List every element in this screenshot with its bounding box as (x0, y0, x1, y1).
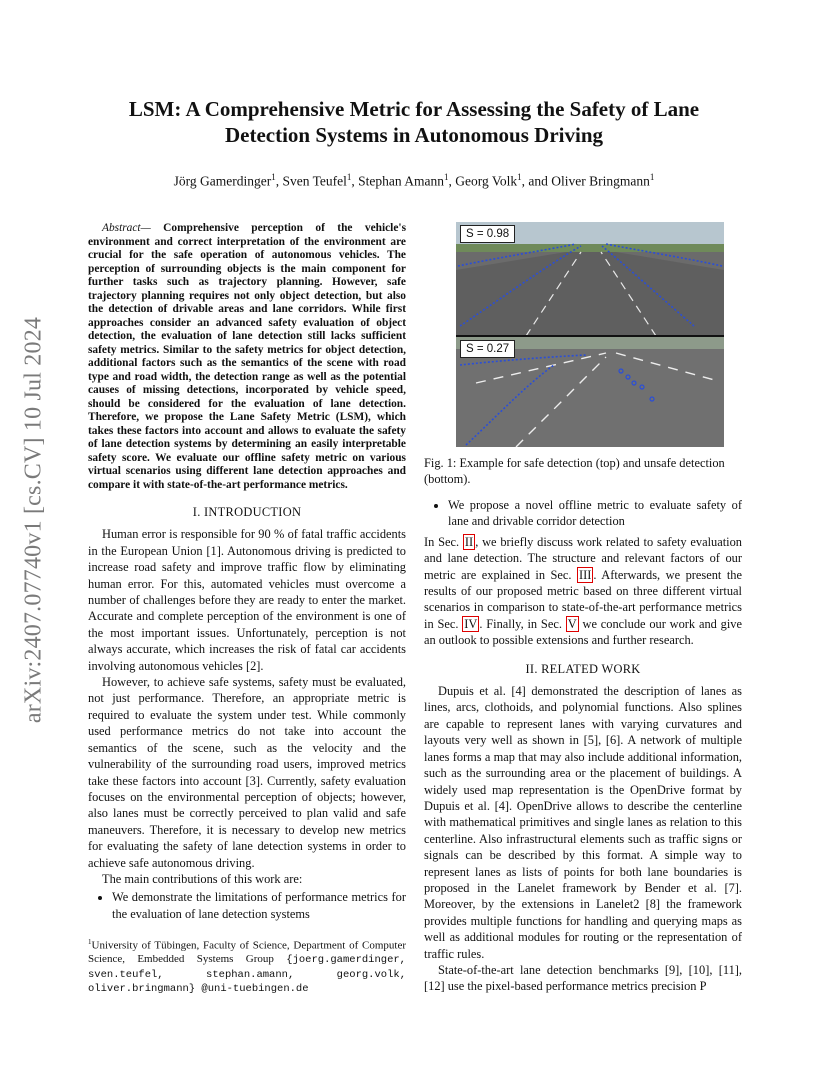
safety-score-label-top: S = 0.98 (460, 225, 515, 243)
author-name: Georg Volk (455, 173, 518, 189)
figure-caption: Fig. 1: Example for safe detection (top) and unsafe detection (bottom). (424, 456, 725, 486)
related-paragraph-2: State-of-the-art lane detection benchmarks [9], [10], [11], [12] use the pixel-based performance metrics precision P (424, 962, 742, 994)
arxiv-identifier (14, 270, 54, 770)
author-affiliation: 1 (346, 172, 352, 182)
intro-paragraph-1: Human error is responsible for 90 % of fatal traffic accidents in the European Union [1]. Autonomous driving is predicted to increase road safety and improve traffic flow by eliminating human error. For this, automated vehicles must overcome a number of challenges before they are ready to enter the market. Accurate and complete perception of the environment is one of the most important issues. Unfortunately, perception is not always accurate, which increases the risk of fatal car accidents involving autonomous vehicles [2]. (88, 527, 406, 673)
footnote-mark: 1 (88, 938, 92, 947)
section-heading-introduction: I. INTRODUCTION (192, 505, 302, 519)
author-affiliation: 1 (444, 172, 449, 182)
section-link[interactable]: IV (464, 616, 478, 631)
footnote-emails: {joerg.gamerdinger, sven.teufel, stephan.amann, georg.volk, oliver.bringmann} @uni-tuebingen.de (88, 954, 406, 996)
abstract (88, 222, 406, 492)
intro-paragraph-2: However, to achieve safe systems, safety must be evaluated, not just performance. Therefore, an appropriate metric is required to evaluate the system under test. While commonly used performance metrics do not take into account the semantics of the scene, such as the velocity and the vulnerability of the surrounding road users, improved metrics take these factors into account [3]. Currently, safety evaluation focuses on the environmental perception of objects; however, also lanes must be correctly perceived to plan valid and safe maneuvers. Therefore, it is necessary to develop new metrics for evaluating the safety of lane detection systems in order to achieve safe autonomous driving. (88, 675, 406, 870)
footnote (88, 936, 406, 997)
intro-paragraph-3: The main contributions of this work are: (102, 871, 303, 886)
footnote-affiliation: University of Tübingen, Faculty of Science, Department of Computer Science, Embedded Systems Group (88, 939, 406, 966)
figure-1 (456, 222, 724, 447)
arxiv-identifier-text: arXiv:2407.07740v1 [cs.CV] 10 Jul 2024 (20, 316, 47, 724)
outline-paragraph (424, 534, 742, 649)
outline-text: we conclude our work and give an outlook to possible extensions and further research. (424, 616, 742, 648)
abstract-label: Abstract— (102, 222, 151, 234)
left-column (88, 222, 406, 997)
author-list: Jörg Gamerdinger$^1$, Sven Teufel$^1$, Stephan Amann$^1$, Georg Volk$^1$, and Oliver Bringmann$^1$ (173, 172, 655, 189)
paper-title: LSM: A Comprehensive Metric for Assessing the Safety of Lane Detection Systems in Autonomous Driving (128, 97, 700, 147)
section-link[interactable]: V (567, 616, 577, 631)
contributions-list (88, 889, 406, 922)
author-name: Sven Teufel (282, 173, 347, 189)
related-paragraph-1: Dupuis et al. [4] demonstrated the description of lanes as lines, arcs, clothoids, and polynomial functions. Also splines are capable to represent lanes with varying curvatures and layouts very well as shown in [5], [6]. A network of multiple lanes forms a map that may also include additional information, such as the surrounding area or the placement of buildings. A widely used map representation is the OpenDrive format by Dupuis et al. [4]. OpenDrive allows to describe the centerline with mathematical primitives and single lanes as relation to this centerline. Also infrastructural elements such as traffic signs or signals can be described by this format. A simple way to represent lanes as lists of points for both lane boundaries is proposed in the Lanelet framework by Bender et al. [7]. Moreover, by the extensions in Lanelet2 [8] the framework provides multiple functions for handling and querying maps as well as additional modules for routing or the representation of traffic rules. (424, 684, 742, 961)
author-name: Stephan Amann (358, 173, 445, 189)
author-affiliation: 1 (649, 172, 655, 182)
right-column (424, 222, 742, 995)
author-affiliation: 1 (517, 172, 522, 182)
abstract-text: Comprehensive perception of the vehicle's environment and correct interpretation of the environment are crucial for the safe operation of autonomous vehicles. The perception of surrounding objects is the main component for further tasks such as trajectory planning. However, safe trajectory planning requires not only object detection, but also the detection of drivable areas and lane corridors. While first approaches consider an advanced safety evaluation of object detection, the evaluation of lane detection still lacks sufficient safety metrics. Similar to the safety metrics for object detection, additional factors such as the semantics of the scene with road type and road width, the detection range as well as the potential causes of missing detections, incorporated by vehicle speed, should be considered for the evaluation of lane detection. Therefore, we propose the Lane Safety Metric (LSM), which takes these factors into account and allows to evaluate the safety of lane detection systems by determining an easily interpretable safety score. We evaluate our offline safety metric on various virtual scenarios using different lane detection approaches and compare it with state-of-the-art performance metrics. (88, 222, 406, 491)
contributions-list-continued (424, 497, 742, 530)
outline-text: . Finally, in Sec. (479, 616, 566, 631)
section-heading-related-work: II. RELATED WORK (525, 661, 641, 676)
author-name: and Oliver Bringmann (528, 173, 650, 189)
outline-text: . Afterwards, we present the results of our proposed metric based on three different virtual scenarios in comparison to state-of-the-art performance metrics in Sec. (424, 567, 742, 631)
safety-score-label-bottom: S = 0.27 (460, 340, 515, 358)
outline-text: , we briefly discuss work related to safety evaluation and lane detection. The structure and relevant factors of our metric are explained in Sec. (424, 534, 742, 582)
section-link[interactable]: II (464, 534, 474, 549)
section-link[interactable]: III (579, 567, 592, 582)
outline-text: In Sec. (424, 534, 463, 549)
contribution-item: • We demonstrate the limitations of performance metrics for the evaluation of lane detection systems (112, 889, 406, 922)
author-affiliation: 1 (271, 172, 276, 182)
contribution-item: • We propose a novel offline metric to evaluate safety of lane and drivable corridor detection (448, 497, 742, 530)
author-name: Jörg Gamerdinger (173, 173, 272, 189)
